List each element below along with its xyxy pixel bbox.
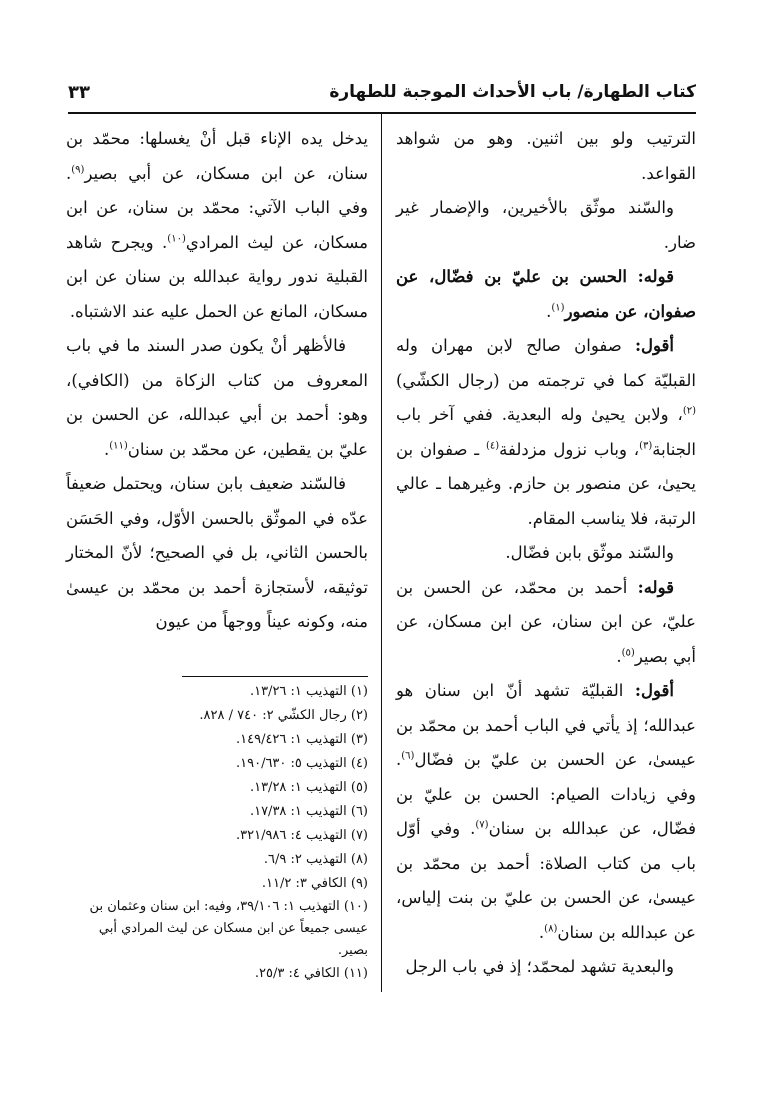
paragraph: قوله: الحسن بن عليّ بن فضّال، عن صفوان، عن منصور$^{(١)}$. — [396, 267, 696, 321]
paragraph: أقول: صفوان صالح لابن مهران وله القبليّة كما في ترجمته من (رجال الكشّي)$^{(٢)}$، ولابن يحيىٰ وله البعدية. ففي آخر باب الجنابة$^{(٣)}$، وباب نزول مزدلفة$^{(٤)}$ ـ صفوان بن يحيىٰ، عن منصور بن حازم. وغيرهما ـ عالي الرتبة، فلا يناسب المقام. — [396, 336, 696, 528]
footnote: (٣) التهذيب ١: ١٤٩/٤٢٦. — [235, 732, 368, 747]
paragraph: قوله: أحمد بن محمّد، عن الحسن بن عليّ، عن ابن سنان، عن ابن مسكان، عن أبي بصير$^{(٥)}$. — [396, 577, 696, 666]
footnote: (١٠) التهذيب ١: ٣٩/١٠٦، وفيه: ابن سنان وعثمان بن عيسى جميعاً عن ابن مسكان عن ليث المرادي أبي بصير. — [89, 899, 368, 958]
footnote-ref: (٢) — [682, 405, 696, 417]
footnote-ref: (٨) — [544, 923, 558, 934]
comment-heading: أقول: — [634, 681, 674, 700]
footnote: (٢) رجال الكشّي ٢: ٧٤٠ / ٨٢٨. — [199, 708, 368, 723]
paragraph: فالأظهر أنْ يكون صدر السند ما في باب المعروف من كتاب الزكاة من (الكافي)، وهو: أحمد بن أبي عبدالله، عن الحسن بن عليّ بن يقطين، عن محمّد بن سنان$^{(١١)}$. — [66, 336, 368, 459]
footnote-ref: (٥) — [621, 647, 635, 658]
paragraph: الترتيب ولو بين اثنين. وهو من شواهد القواعد. — [396, 129, 696, 183]
footnote: (٤) التهذيب ٥: ١٩٠/٦٣٠. — [235, 756, 368, 771]
paragraph: يدخل يده الإناء قبل أنْ يغسلها: محمّد بن سنان، عن ابن مسكان، عن أبي بصير$^{(٩)}$. وفي الباب الآتي: محمّد بن سنان، عن ابن مسكان، عن ليث المرادي$^{(١٠)}$. ويجرح شاهد القبلية ندور رواية عبدالله بن سنان عن ابن مسكان، المانع عن الحمل عليه عند الاشتباه. — [66, 129, 369, 321]
paragraph: والسّند موثّق بالأخيرين، والإضمار غير ضار. — [396, 198, 696, 252]
footnote: (١١) الكافي ٤: ٢٥/٣. — [254, 966, 368, 981]
page-number: ٣٣ — [68, 82, 90, 103]
paragraph: أقول: القبليّة تشهد أنّ ابن سنان هو عبدالله؛ إذ يأتي في الباب أحمد بن محمّد بن عيسىٰ، عن الحسن بن عليّ بن فضّال$^{(٦)}$. وفي زيادات الصيام: الحسن بن عليّ بن فضّال، عن عبدالله بن سنان$^{(٧)}$. وفي أوّل باب من كتاب الصلاة: أحمد بن محمّد بن عيسىٰ، عن الحسن بن عليّ بن بنت إلياس، عن عبدالله بن سنان$^{(٨)}$. — [396, 681, 696, 942]
footnotes — [66, 680, 368, 986]
footnote-ref: (١) — [551, 302, 565, 313]
chapter-title: كتاب الطهارة/ باب الأحداث الموجبة للطهارة — [329, 82, 696, 102]
quote-heading: قوله: — [637, 577, 674, 597]
footnote: (١) التهذيب ١: ١٣/٢٦. — [249, 684, 368, 699]
footnote-ref: (٧) — [475, 819, 489, 831]
footnote-ref: (١٠) — [167, 233, 186, 244]
footnote: (٨) التهذيب ٢: ٦/٩. — [263, 852, 368, 867]
footnote-rule — [182, 676, 368, 677]
paragraph: والسّند موثّق بابن فضّال. — [505, 543, 674, 562]
right-column — [396, 122, 696, 985]
footnote: (٥) التهذيب ١: ١٣/٢٨. — [249, 780, 368, 795]
footnote: (٧) التهذيب ٤: ٣٢١/٩٨٦. — [235, 828, 368, 843]
paragraph: والبعدية تشهد لمحمّد؛ إذ في باب الرجل — [405, 957, 674, 976]
column-divider — [381, 114, 382, 992]
footnote-ref: (٦) — [401, 750, 415, 762]
footnote-ref: (٩) — [71, 164, 85, 175]
footnote-ref: (٣) — [639, 440, 653, 451]
quote-heading: قوله: الحسن بن عليّ بن فضّال، عن صفوان، عن منصور — [396, 267, 696, 321]
footnote-ref: (١١) — [109, 440, 128, 451]
footnote-ref: (٤) — [485, 440, 500, 451]
footnote: (٩) الكافي ٣: ١١/٢. — [261, 876, 368, 891]
comment-heading: أقول: — [634, 336, 675, 355]
left-column — [66, 122, 368, 640]
footnote: (٦) التهذيب ١: ١٧/٣٨. — [249, 804, 368, 819]
header-rule — [68, 112, 696, 114]
running-header — [68, 76, 696, 112]
paragraph: فالسّند ضعيف بابن سنان، ويحتمل ضعيفاً عدّه في الموثّق بالحسن الأوّل، وفي الحَسَن بالحسن الثاني، بل في الصحيح؛ لأنّ المختار توثيقه، لأستجازة أحمد بن محمّد بن عيسىٰ منه، وكونه عيناً ووجهاً من عيون — [66, 474, 368, 631]
